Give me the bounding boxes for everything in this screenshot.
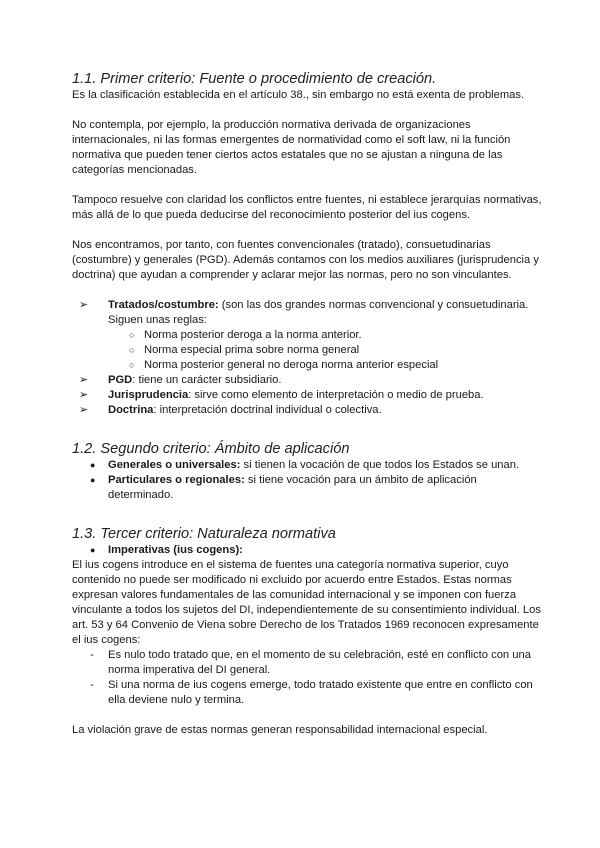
dot-bullet-icon: ● xyxy=(90,475,96,485)
ius-cogens-effects-list xyxy=(72,648,542,708)
source-types-list xyxy=(72,298,542,418)
list-item: ➢ Jurisprudencia: sirve como elemento de interpretación o medio de prueba. xyxy=(79,389,484,401)
list-item: ➢ PGD: tiene un carácter subsidiario. xyxy=(79,374,282,386)
dash-bullet-icon: - xyxy=(90,679,94,691)
circle-bullet-icon: ○ xyxy=(129,330,135,340)
circle-bullet-icon: ○ xyxy=(129,345,135,355)
arrow-bullet-icon: ➢ xyxy=(79,299,89,311)
circle-bullet-icon: ○ xyxy=(129,360,135,370)
paragraph: El ius cogens introduce en el sistema de fuentes una categoría normativa superior, cuyo contenido no puede ser modificado ni excluido por acuerdo entre Estados. Estas normas expresan valores fundamentales de las comunidad internacional y se imponen con fuerza vinculante a todos los sujetos del DI, independientemente de su consentimiento individual. Los art. 53 y 64 Convenio de Viena sobre Derecho de los Tratados 1969 reconocen expresamente el ius cogens: xyxy=(72,559,541,646)
section-1-heading: 1.1. Primer criterio: Fuente o procedimiento de creación. xyxy=(72,71,437,87)
arrow-bullet-icon: ➢ xyxy=(79,389,89,401)
section-3-heading: 1.3. Tercer criterio: Naturaleza normativa xyxy=(72,526,336,542)
rules-list xyxy=(108,328,542,373)
list-item: ○ Norma posterior deroga a la norma anterior. xyxy=(129,329,362,341)
paragraph: La violación grave de estas normas generan responsabilidad internacional especial. xyxy=(72,724,488,736)
arrow-bullet-icon: ➢ xyxy=(79,404,89,416)
paragraph: Nos encontramos, por tanto, con fuentes convencionales (tratado), consuetudinarias (costumbre) y generales (PGD). Además contamos con los medios auxiliares (jurisprudencia y doctrina) que ayudan a comprender y aclarar mejor las normas, pero no son vinculantes. xyxy=(72,239,539,281)
section-2-heading: 1.2. Segundo criterio: Ámbito de aplicación xyxy=(72,441,350,457)
list-item: ➢ Doctrina: interpretación doctrinal individual o colectiva. xyxy=(79,404,382,416)
dash-bullet-icon: - xyxy=(90,649,94,661)
document-page xyxy=(72,70,542,738)
list-item: ● Particulares o regionales: si tiene vocación para un ámbito de aplicación determinado. xyxy=(90,474,477,501)
nature-list xyxy=(72,543,542,558)
list-item: ● Generales o universales: si tienen la vocación de que todos los Estados se unan. xyxy=(90,459,520,471)
list-item: ○ Norma posterior general no deroga norma anterior especial xyxy=(129,359,439,371)
paragraph: Es la clasificación establecida en el artículo 38., sin embargo no está exenta de problemas. xyxy=(72,89,525,101)
dot-bullet-icon: ● xyxy=(90,460,96,470)
list-item: - Es nulo todo tratado que, en el momento de su celebración, esté en conflicto con una norma imperativa del DI general. xyxy=(90,649,531,676)
scope-list xyxy=(72,458,542,503)
paragraph: No contempla, por ejemplo, la producción normativa derivada de organizaciones internacionales, ni las formas emergentes de normatividad como el soft law, ni la función normativa que pueden tener ciertos actos estatales que no se ajustan a ninguna de las categorías mencionadas. xyxy=(72,119,511,176)
list-item: ○ Norma especial prima sobre norma general xyxy=(129,344,360,356)
list-item: - Si una norma de ius cogens emerge, todo tratado existente que entre en conflicto con ella deviene nulo y termina. xyxy=(90,679,533,706)
arrow-bullet-icon: ➢ xyxy=(79,374,89,386)
list-item: ➢ Tratados/costumbre: (son las dos grandes normas convencional y consuetudinaria. Siguen unas reglas: ○ Norma posterior deroga a la norma anterior. ○ Norma especial prima sobre norma general ○ Norma posterior general no deroga norma anterior especial xyxy=(72,298,542,373)
dot-bullet-icon: ● xyxy=(90,545,96,555)
paragraph: Tampoco resuelve con claridad los conflictos entre fuentes, ni establece jerarquías normativas, más allá de lo que pueda deducirse del reconocimiento posterior del ius cogens. xyxy=(72,194,542,221)
list-item: ● Imperativas (ius cogens): xyxy=(90,544,243,556)
